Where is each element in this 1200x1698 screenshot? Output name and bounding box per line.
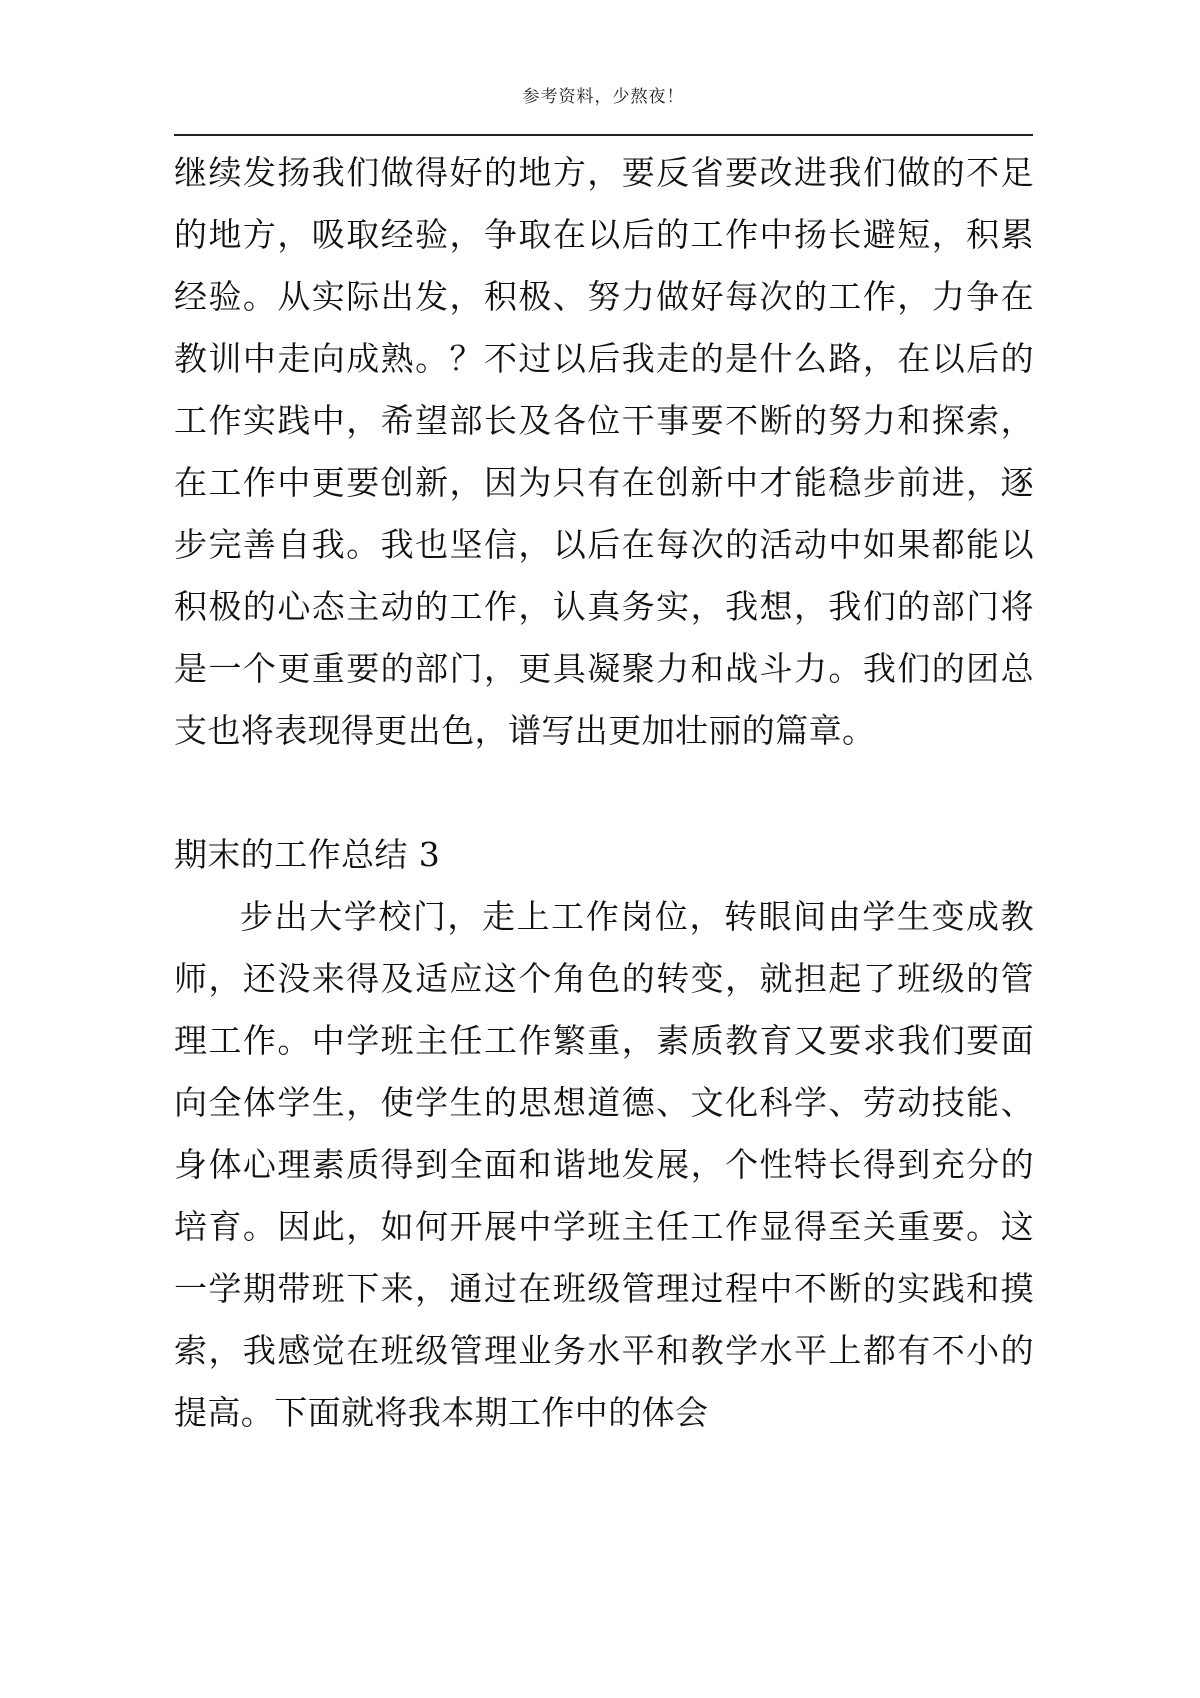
section-heading: 期末的工作总结 3 <box>174 835 441 874</box>
body-paragraph: 继续发扬我们做得好的地方，要反省要改进我们做的不足的地方，吸取经验，争取在以后的工作中扬长避短，积累经验。从实际出发，积极、努力做好每次的工作，力争在教训中走向成熟。？不过以后我走的是什么路，在以后的工作实践中，希望部长及各位干事要不断的努力和探索，在工作中更要创新，因为只有在创新中才能稳步前进，逐步完善自我。我也坚信，以后在每次的活动中如果都能以积极的心态主动的工作，认真务实，我想，我们的部门将是一个更重要的部门，更具凝聚力和战斗力。我们的团总支也将表现得更出色，谱写出更加壮丽的篇章。 <box>174 153 1034 750</box>
paragraph-spacer <box>174 762 1034 824</box>
page-header: 参考资料，少熬夜！ <box>522 87 685 107</box>
document-body <box>174 142 1034 1444</box>
header-divider <box>174 134 1033 136</box>
body-paragraph: 步出大学校门，走上工作岗位，转眼间由学生变成教师，还没来得及适应这个角色的转变，就担起了班级的管理工作。中学班主任工作繁重，素质教育又要求我们要面向全体学生，使学生的思想道德、文化科学、劳动技能、身体心理素质得到全面和谐地发展，个性特长得到充分的培育。因此，如何开展中学班主任工作显得至关重要。这一学期带班下来，通过在班级管理过程中不断的实践和摸索，我感觉在班级管理业务水平和教学水平上都有不小的提高。下面就将我本期工作中的体会 <box>174 897 1034 1432</box>
